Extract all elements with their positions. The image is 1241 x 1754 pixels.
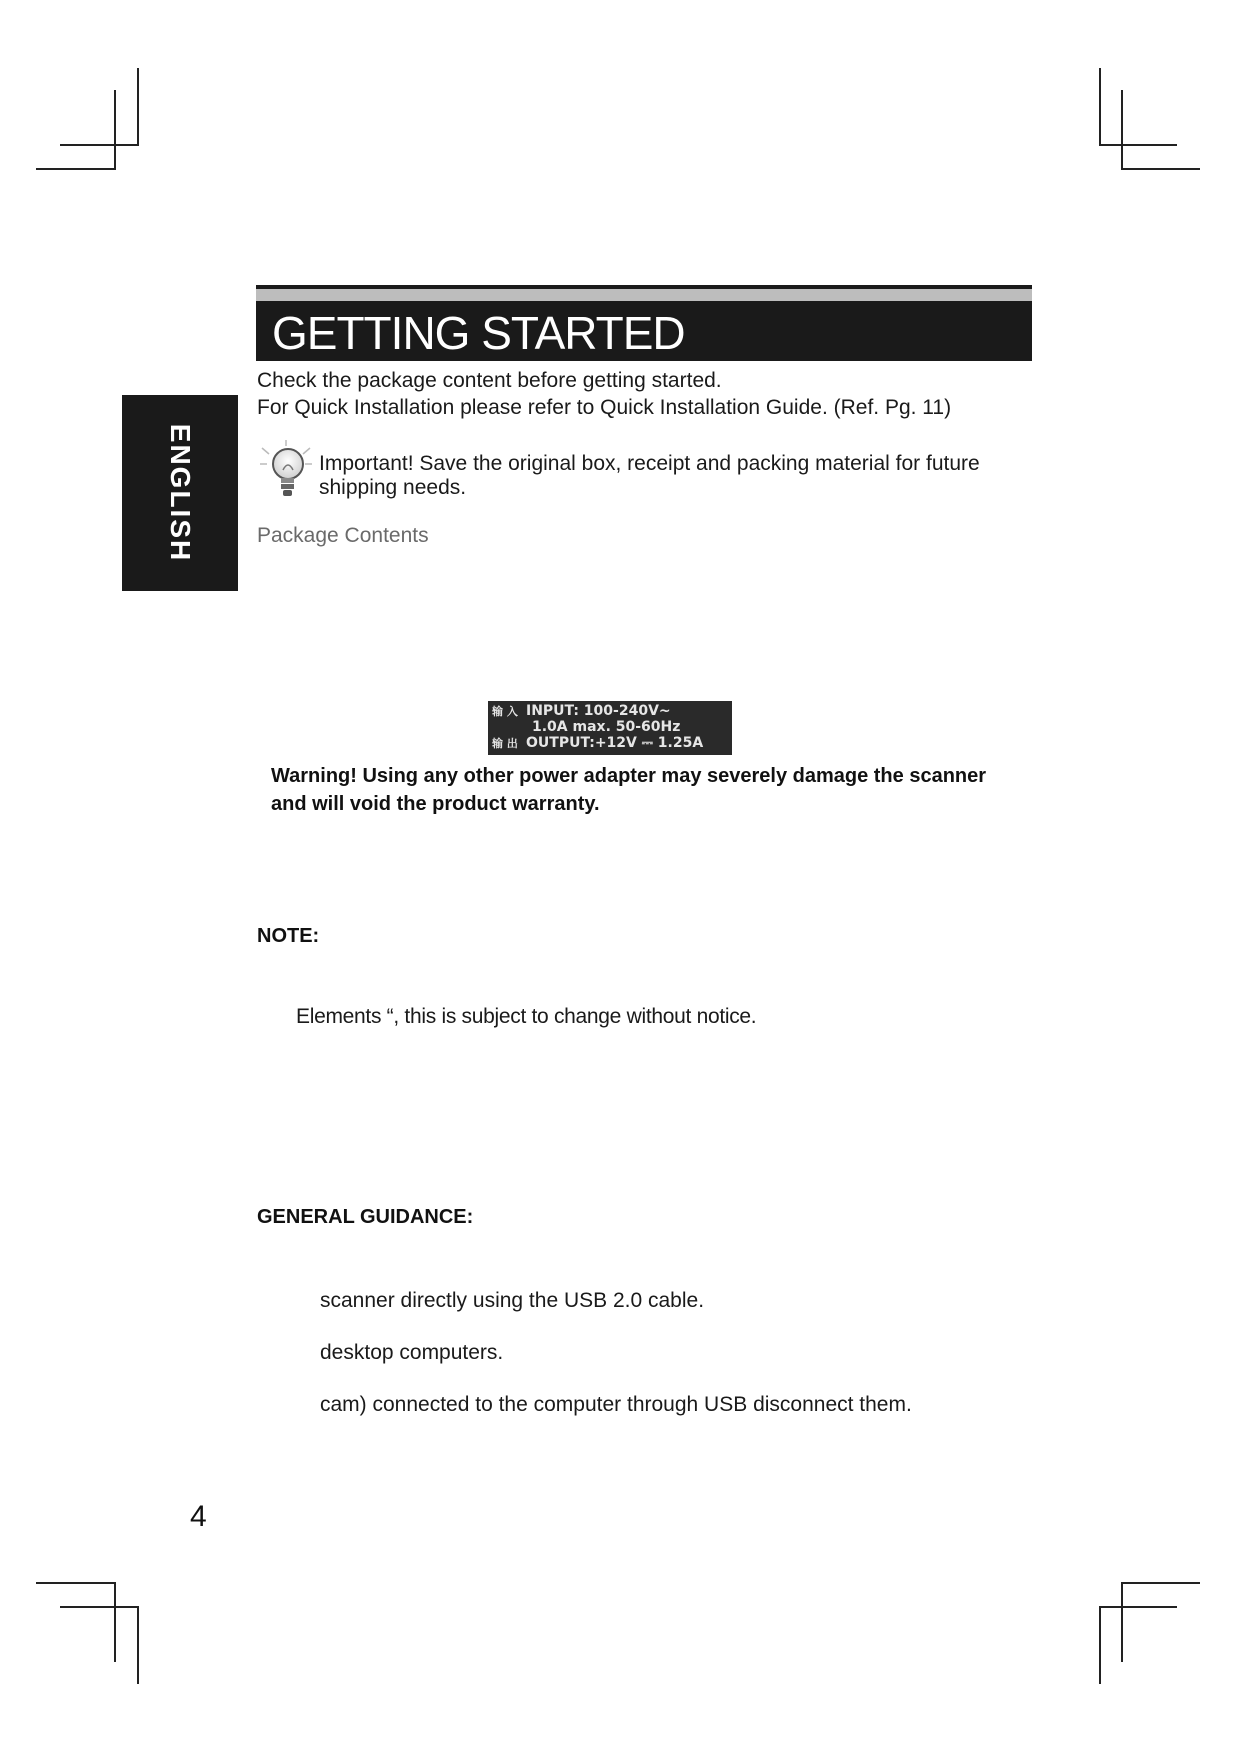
crop-mark xyxy=(1121,1582,1200,1584)
crop-mark xyxy=(114,90,116,170)
crop-mark xyxy=(1121,1582,1123,1662)
section-header xyxy=(256,285,1032,361)
page-number: 4 xyxy=(190,1500,207,1533)
adapter-label-prefix-1: 输 入 xyxy=(492,705,518,718)
warning-line-1: Warning! Using any other power adapter may severely damage the scanner xyxy=(271,765,987,787)
crop-mark xyxy=(36,168,116,170)
crop-mark xyxy=(1099,1606,1101,1684)
crop-mark xyxy=(1099,68,1101,146)
crop-mark xyxy=(60,144,139,146)
guidance-item: scanner directly using the USB 2.0 cable. xyxy=(320,1289,705,1312)
important-line-1: Important! Save the original box, receipt and packing material for future xyxy=(319,452,980,475)
intro-line-2: For Quick Installation please refer to Quick Installation Guide. (Ref. Pg. 11) xyxy=(257,396,952,419)
intro-line-1: Check the package content before getting started. xyxy=(257,369,722,392)
header-grey-band xyxy=(256,289,1032,301)
lightbulb-icon xyxy=(258,440,314,502)
adapter-label-line-1: INPUT: 100-240V~ xyxy=(526,703,671,719)
package-contents-label: Package Contents xyxy=(257,524,429,547)
guidance-item: desktop computers. xyxy=(320,1341,504,1364)
page-title: GETTING STARTED xyxy=(272,307,685,359)
language-tab-label: ENGLISH xyxy=(165,423,196,563)
crop-mark xyxy=(1099,144,1177,146)
crop-mark xyxy=(137,1606,139,1684)
crop-mark xyxy=(1121,90,1123,170)
crop-mark xyxy=(60,1606,139,1608)
warning-line-2: and will void the product warranty. xyxy=(271,793,600,815)
crop-mark xyxy=(1099,1606,1177,1608)
note-heading: NOTE: xyxy=(257,925,320,947)
adapter-label-line-2: 1.0A max. 50-60Hz xyxy=(532,719,681,735)
adapter-label-prefix-3: 输 出 xyxy=(492,737,518,750)
adapter-rating-label xyxy=(488,701,732,755)
crop-mark xyxy=(1121,168,1200,170)
general-guidance-heading: GENERAL GUIDANCE: xyxy=(257,1206,474,1228)
guidance-item: cam) connected to the computer through USB disconnect them. xyxy=(320,1393,912,1416)
important-line-2: shipping needs. xyxy=(319,476,467,499)
language-tab xyxy=(122,395,238,591)
crop-mark xyxy=(137,68,139,146)
adapter-label-line-3: OUTPUT:+12V ⎓ 1.25A xyxy=(526,735,704,751)
note-line-1: Elements “, this is subject to change without notice. xyxy=(296,1005,757,1028)
crop-mark xyxy=(36,1582,116,1584)
crop-mark xyxy=(114,1582,116,1662)
